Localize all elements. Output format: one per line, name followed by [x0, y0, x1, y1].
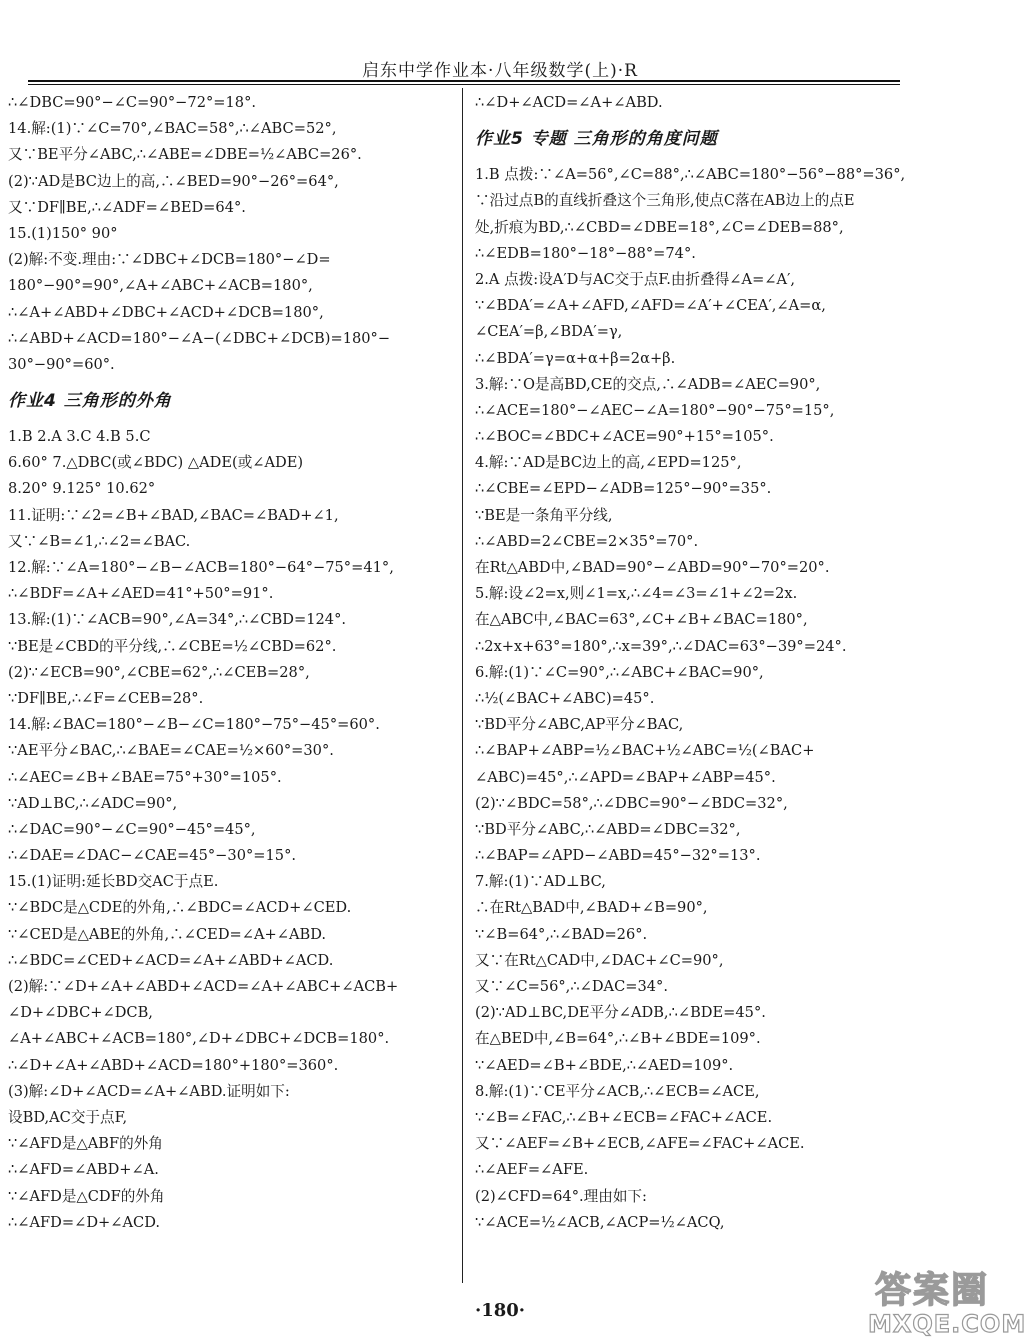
answer-line: ∵沿过点B的直线折叠这个三角形,使点C落在AB边上的点E — [475, 192, 855, 210]
answer-line: 2.A 点拨:设A′D与AC交于点F.由折叠得∠A=∠A′, — [475, 270, 796, 288]
answer-line: (2)∠CFD=64°.理由如下: — [475, 1187, 647, 1205]
answer-line: ∵∠B=64°,∴∠BAD=26°. — [475, 925, 648, 943]
answer-line: ∴∠DAE=∠DAC−∠CAE=45°−30°=15°. — [8, 847, 297, 865]
answer-line: (2)解:∵∠D+∠A+∠ABD+∠ACD=∠A+∠ABC+∠ACB+ — [8, 978, 399, 995]
answer-line: 13.解:(1)∵∠ACB=90°,∠A=34°,∴∠CBD=124°. — [8, 611, 347, 629]
answer-line: 15.(1)150° 90° — [8, 224, 118, 242]
answer-line: 处,折痕为BD,∴∠CBD=∠DBE=18°,∠C=∠DEB=88°, — [475, 218, 844, 236]
answer-line: 4.解:∵AD是BC边上的高,∠EPD=125°, — [475, 454, 742, 472]
answer-line: ∴在Rt△BAD中,∠BAD+∠B=90°, — [475, 899, 708, 917]
answer-line: ∴∠CBE=∠EPD−∠ADB=125°−90°=35°. — [475, 480, 772, 498]
answer-line: ∴∠DAC=90°−∠C=90°−45°=45°, — [8, 820, 256, 838]
answer-line: ∴∠BDC=∠CED+∠ACD=∠A+∠ABD+∠ACD. — [8, 951, 334, 969]
answer-line: 5.解:设∠2=x,则∠1=x,∴∠4=∠3=∠1+∠2=2x. — [475, 585, 798, 603]
answer-line: ∴∠AFD=∠D+∠ACD. — [8, 1213, 161, 1231]
answer-line: ∵AD⊥BC,∴∠ADC=90°, — [8, 794, 178, 812]
right-column — [475, 90, 915, 1236]
answer-line: ∠A+∠ABC+∠ACB=180°,∠D+∠DBC+∠DCB=180°. — [8, 1030, 390, 1048]
answer-line: ∴∠DBC=90°−∠C=90°−72°=18°. — [8, 94, 257, 111]
answer-line: ∴∠D+∠A+∠ABD+∠ACD=180°+180°=360°. — [8, 1056, 339, 1074]
answer-line: ∵BE是∠CBD的平分线,∴∠CBE=½∠CBD=62°. — [8, 637, 337, 655]
answer-line: ∵∠CED是△ABE的外角,∴∠CED=∠A+∠ABD. — [8, 925, 327, 943]
header-rule-thin — [28, 84, 900, 85]
answer-line: ∴∠BOC=∠BDC+∠ACE=90°+15°=105°. — [475, 428, 774, 446]
answer-line: ∴∠ACE=180°−∠AEC−∠A=180°−90°−75°=15°, — [475, 401, 835, 419]
column-divider — [462, 88, 463, 1283]
answer-line: (2)∵∠ECB=90°,∠CBE=62°,∴∠CEB=28°, — [8, 663, 310, 681]
answer-line: 1.B 点拨:∵∠A=56°,∠C=88°,∴∠ABC=180°−56°−88°=36°, — [475, 166, 906, 184]
answer-line: 6.解:(1)∵∠C=90°,∴∠ABC+∠BAC=90°, — [475, 663, 764, 681]
section-heading: 作业4 三角形的外角 — [8, 391, 172, 412]
answer-line: 又∵BE平分∠ABC,∴∠ABE=∠DBE=½∠ABC=26°. — [8, 146, 362, 164]
answer-line: (2)∵AD是BC边上的高,∴∠BED=90°−26°=64°, — [8, 172, 339, 190]
watermark-text: 答案圈 — [874, 1270, 989, 1311]
answer-line: 11.证明:∵∠2=∠B+∠BAD,∠BAC=∠BAD+∠1, — [8, 506, 339, 524]
page-number: ·180· — [474, 1300, 526, 1321]
answer-line: ∴∠BAP=∠APD−∠ABD=45°−32°=13°. — [475, 847, 761, 865]
answer-line: ∠ABC)=45°,∴∠APD=∠BAP+∠ABP=45°. — [475, 768, 776, 786]
answer-line: 14.解:(1)∵∠C=70°,∠BAC=58°,∴∠ABC=52°, — [8, 120, 337, 138]
answer-line: ∵∠B=∠FAC,∴∠B+∠ECB=∠FAC+∠ACE. — [475, 1108, 773, 1126]
answer-line: 7.解:(1)∵AD⊥BC, — [475, 873, 606, 891]
answer-line: ∵DF∥BE,∴∠F=∠CEB=28°. — [8, 689, 204, 707]
answer-line: ∴∠BAP+∠ABP=½∠BAC+½∠ABC=½(∠BAC+ — [475, 742, 815, 760]
answer-line: 8.20° 9.125° 10.62° — [8, 480, 156, 498]
answer-line: 6.60° 7.△DBC(或∠BDC) △ADE(或∠ADE) — [8, 454, 304, 472]
answer-line: ∠CEA′=β,∠BDA′=γ, — [475, 323, 623, 341]
answer-line: 3.解:∵O是高BD,CE的交点,∴∠ADB=∠AEC=90°, — [475, 375, 821, 393]
answer-line: ∴∠AEF=∠AFE. — [475, 1161, 589, 1179]
answer-line: 14.解:∠BAC=180°−∠B−∠C=180°−75°−45°=60°. — [8, 716, 380, 734]
answer-line: ∴∠EDB=180°−18°−88°=74°. — [475, 244, 696, 262]
answer-line: 在Rt△ABD中,∠BAD=90°−∠ABD=90°−70°=20°. — [475, 559, 830, 576]
answer-line: 12.解:∵∠A=180°−∠B−∠ACB=180°−64°−75°=41°, — [8, 559, 394, 576]
answer-line: 又∵DF∥BE,∴∠ADF=∠BED=64°. — [8, 198, 246, 216]
answer-line: ∴½(∠BAC+∠ABC)=45°. — [475, 689, 655, 707]
answer-line: ∵∠AFD是△CDF的外角 — [8, 1187, 165, 1205]
answer-line: ∵BD平分∠ABC,AP平分∠BAC, — [475, 716, 684, 734]
answer-line: ∵∠AFD是△ABF的外角 — [8, 1135, 163, 1153]
answer-line: ∴∠ABD=2∠CBE=2×35°=70°. — [475, 532, 699, 550]
answer-line: ∵∠AED=∠B+∠BDE,∴∠AED=109°. — [475, 1056, 734, 1074]
answer-line: 又∵在Rt△CAD中,∠DAC+∠C=90°, — [475, 951, 724, 969]
answer-line: 设BD,AC交于点F, — [8, 1108, 128, 1126]
answer-line: ∴∠BDF=∠A+∠AED=41°+50°=91°. — [8, 585, 274, 603]
watermark-url: MXQE.COM — [868, 1310, 1026, 1338]
answer-line: ∴∠A+∠ABD+∠DBC+∠ACD+∠DCB=180°, — [8, 303, 324, 321]
answer-line: ∴∠D+∠ACD=∠A+∠ABD. — [475, 94, 663, 111]
answer-line: 又∵∠B=∠1,∴∠2=∠BAC. — [8, 532, 191, 550]
answer-line: ∴2x+x+63°=180°,∴x=39°,∴∠DAC=63°−39°=24°. — [475, 637, 847, 655]
answer-line: 又∵∠AEF=∠B+∠ECB,∠AFE=∠FAC+∠ACE. — [475, 1135, 805, 1153]
answer-line: (2)∵∠BDC=58°,∴∠DBC=90°−∠BDC=32°, — [475, 794, 788, 812]
watermark-logo — [868, 1262, 1026, 1342]
answer-line: (2)∵AD⊥BC,DE平分∠ADB,∴∠BDE=45°. — [475, 1004, 766, 1022]
answer-line: ∵BE是一条角平分线, — [475, 506, 613, 524]
answer-line: (3)解:∠D+∠ACD=∠A+∠ABD.证明如下: — [8, 1082, 290, 1100]
answer-line: 在△ABC中,∠BAC=63°,∠C+∠B+∠BAC=180°, — [475, 611, 808, 629]
answer-line: ∵∠BDC是△CDE的外角,∴∠BDC=∠ACD+∠CED. — [8, 899, 352, 917]
answer-line: ∴∠AFD=∠ABD+∠A. — [8, 1161, 159, 1179]
answer-line: ∴∠ABD+∠ACD=180°−∠A−(∠DBC+∠DCB)=180°− — [8, 329, 391, 347]
answer-line: 180°−90°=90°,∠A+∠ABC+∠ACB=180°, — [8, 277, 313, 295]
answer-line: 15.(1)证明:延长BD交AC于点E. — [8, 873, 219, 891]
answer-line: ∴∠AEC=∠B+∠BAE=75°+30°=105°. — [8, 768, 282, 786]
answer-line: (2)解:不变.理由:∵∠DBC+∠DCB=180°−∠D= — [8, 251, 331, 269]
left-column — [8, 90, 456, 1236]
answer-line: 在△BED中,∠B=64°,∴∠B+∠BDE=109°. — [475, 1030, 761, 1048]
answer-line: ∵AE平分∠BAC,∴∠BAE=∠CAE=½×60°=30°. — [8, 742, 334, 760]
answer-line: 1.B 2.A 3.C 4.B 5.C — [8, 428, 151, 446]
answer-line: ∠D+∠DBC+∠DCB, — [8, 1004, 153, 1022]
answer-line: 8.解:(1)∵CE平分∠ACB,∴∠ECB=∠ACE, — [475, 1082, 760, 1100]
answer-line: ∴∠BDA′=γ=α+α+β=2α+β. — [475, 349, 676, 367]
answer-line: 30°−90°=60°. — [8, 355, 115, 373]
answer-line: ∵BD平分∠ABC,∴∠ABD=∠DBC=32°, — [475, 820, 741, 838]
header-rule — [28, 80, 900, 82]
running-header: 启东中学作业本·八年级数学(上)·R — [362, 61, 638, 81]
answer-line: 又∵∠C=56°,∴∠DAC=34°. — [475, 978, 668, 995]
answer-line: ∵∠ACE=½∠ACB,∠ACP=½∠ACQ, — [475, 1213, 725, 1231]
section-heading: 作业5 专题 三角形的角度问题 — [475, 129, 718, 150]
answer-line: ∵∠BDA′=∠A+∠AFD,∠AFD=∠A′+∠CEA′,∠A=α, — [475, 297, 826, 315]
